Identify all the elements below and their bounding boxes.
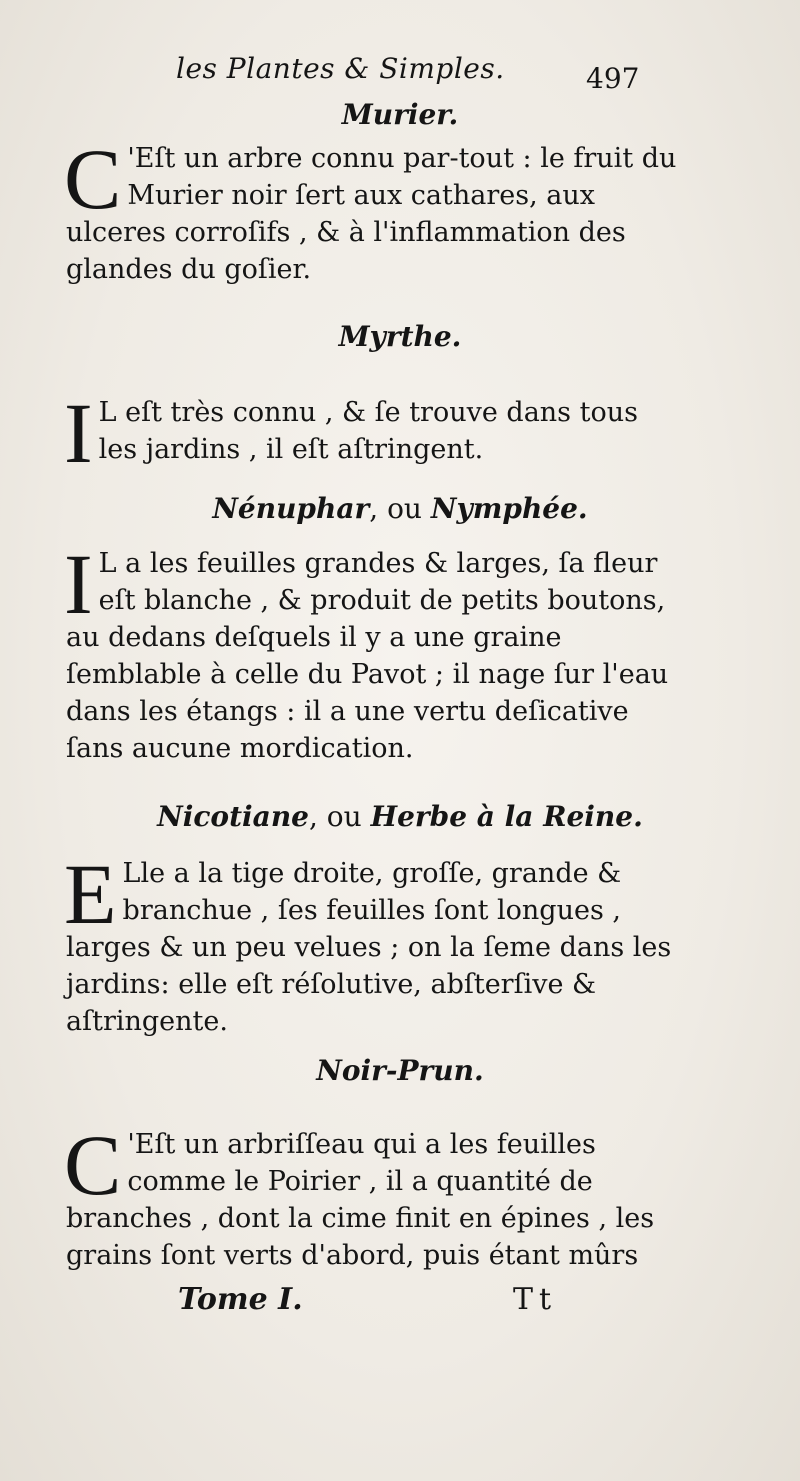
entry-text-murier: [64, 131, 678, 288]
page-footer: [0, 1282, 800, 1322]
entry-title-noir-prun: Noir-Prun.: [316, 1054, 484, 1087]
paragraph-text: L a les feuilles grandes & larges, ſa fleur eſt blanche , & produit de petits boutons, au dedans deſquels il y a une graine ſemblable à celle du Pavot ; il nage ſur l'eau dans les étangs : il a une vertu deſicative ſans aucune mordication.: [66, 548, 669, 764]
dropcap: I: [64, 385, 93, 481]
entry-title-nicotiane: Nicotiane, ou Herbe à la Reine.: [157, 800, 643, 833]
volume-label: Tome I.: [178, 1282, 303, 1317]
entry-text-nicotiane: [64, 846, 678, 1040]
paragraph-text: 'Eſt un arbre connu par-tout : le fruit du Murier noir ſert aux cathares, aux ulceres corroſifs , & à l'inflammation des glandes du goſier.: [66, 143, 677, 285]
dropcap: C: [64, 131, 122, 227]
paragraph-text: 'Eſt un arbriſſeau qui a les feuilles comme le Poirier , il a quantité de branches , dont la cime finit en épines , les grains ſont verts d'abord, puis étant mûrs: [66, 1129, 655, 1271]
page-header: [0, 44, 800, 94]
entry-text-noir-prun: [64, 1117, 678, 1274]
entry-title-myrthe: Myrthe.: [338, 320, 462, 353]
dropcap: C: [64, 1117, 122, 1213]
signature-mark: Tt: [513, 1282, 558, 1317]
paragraph-text: L eſt très connu , & ſe trouve dans tous les jardins , il eſt aſtringent.: [98, 397, 638, 465]
dropcap: E: [64, 846, 117, 942]
dropcap: I: [64, 536, 93, 632]
paragraph-text: Lle a la tige droite, groſſe, grande & branchue , ſes feuilles ſont longues , larges & un peu velues ; on la ſeme dans les jardins: elle eſt réſolutive, abſterſive & aſtringente.: [66, 858, 672, 1037]
page-number: 497: [586, 62, 640, 95]
entry-title-nenuphar: Nénuphar, ou Nymphée.: [212, 492, 588, 525]
entry-title-murier: Murier.: [341, 98, 459, 131]
entry-text-nenuphar: [64, 536, 678, 767]
entry-text-myrthe: [64, 385, 678, 481]
running-head: les Plantes & Simples.: [176, 52, 505, 85]
